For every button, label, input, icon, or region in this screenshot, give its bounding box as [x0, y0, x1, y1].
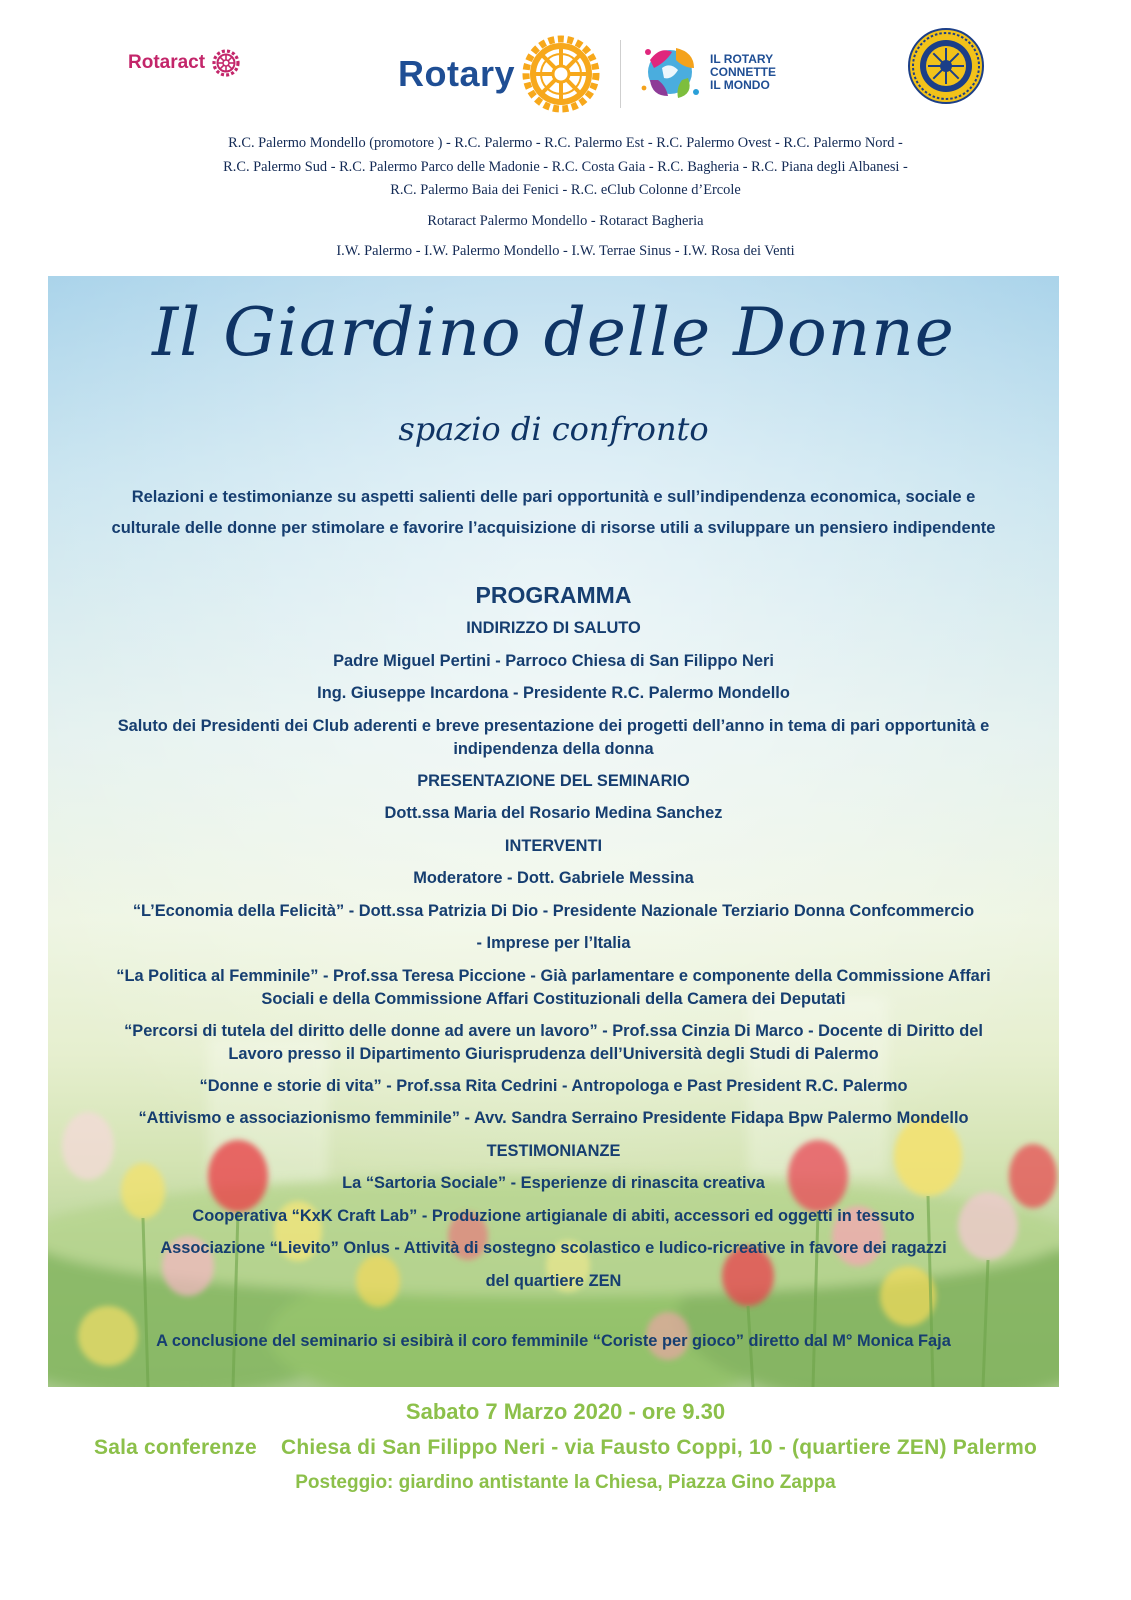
intervento-line: “Percorsi di tutela del diritto delle donne ad avere un lavoro” - Prof.ssa Cinzia Di Marco - Docente di Diritto del — [124, 1021, 983, 1040]
connette-line-3: IL MONDO — [710, 77, 770, 92]
event-date: Sabato 7 Marzo 2020 - ore 9.30 — [405, 1399, 726, 1424]
saluto-item-line: Saluto dei Presidenti dei Club aderenti e breve presentazione dei progetti dell’anno in tema di pari opportunità e — [117, 716, 990, 735]
testimonianza-item: Associazione “Lievito” Onlus - Attività di sostegno scolastico e ludico-ricreative in favore dei ragazzi — [160, 1239, 947, 1257]
poster-intro — [68, 482, 1039, 544]
program-section — [48, 578, 1059, 1358]
rotary-wheel-icon — [521, 34, 601, 114]
logo-divider — [620, 40, 621, 108]
poster-subtitle: spazio di confronto — [398, 410, 709, 448]
connette-slogan — [710, 53, 776, 92]
testimonianze-heading: TESTIMONIANZE — [486, 1141, 621, 1160]
poster-panel — [48, 276, 1059, 1387]
club-line-1: R.C. Palermo Mondello (promotore ) - R.C. Palermo - R.C. Palermo Est - R.C. Palermo Ovest - R.C. Palermo Nord - — [228, 135, 903, 151]
club-list — [0, 132, 1131, 264]
poster-title: Il Giardino delle Donne — [152, 294, 955, 371]
saluto-item: Ing. Giuseppe Incardona - Presidente R.C. Palermo Mondello — [317, 684, 790, 702]
rotaract-logo — [128, 48, 241, 78]
moderatore-item: Moderatore - Dott. Gabriele Messina — [413, 869, 694, 887]
intervento-item — [48, 1015, 1059, 1070]
connette-logo — [636, 38, 776, 106]
conclusione-note: A conclusione del seminario si esibirà il coro femminile “Coriste per gioco” diretto dal M° Monica Faja — [156, 1332, 951, 1350]
connette-line-1: IL ROTARY — [710, 51, 774, 66]
saluto-item-line: indipendenza della donna — [453, 739, 654, 758]
testimonianza-item: Cooperativa “KxK Craft Lab” - Produzione artigianale di abiti, accessori ed oggetti in tessuto — [192, 1206, 915, 1225]
interventi-heading: INTERVENTI — [504, 836, 603, 855]
presentazione-item: Dott.ssa Maria del Rosario Medina Sanchez — [384, 804, 723, 822]
intro-line-2: culturale delle donne per stimolare e favorire l’acquisizione di risorse utili a sviluppare un pensiero indipendente — [111, 519, 996, 537]
logo-bar — [0, 0, 1131, 130]
intervento-item: “Donne e storie di vita” - Prof.ssa Rita Cedrini - Antropologa e Past President R.C. Palermo — [199, 1076, 908, 1095]
rotary-logo — [398, 34, 601, 114]
event-details — [0, 1396, 1131, 1498]
intro-line-1: Relazioni e testimonianze su aspetti salienti delle pari opportunità e sull’indipendenza economica, sociale e — [131, 488, 976, 506]
intervento-line: Sociali e della Commissione Affari Costituzionali della Camera dei Deputati — [261, 989, 846, 1008]
saluto-item: Padre Miguel Pertini - Parroco Chiesa di San Filippo Neri — [333, 651, 774, 670]
program-heading: PROGRAMMA — [475, 582, 632, 608]
testimonianza-item: La “Sartoria Sociale” - Esperienze di rinascita creativa — [342, 1174, 765, 1192]
rotaract-wordmark: Rotaract — [128, 52, 206, 73]
connette-mondo-icon — [636, 38, 704, 106]
saluto-heading: INDIRIZZO DI SALUTO — [466, 619, 641, 637]
intervento-item: “L’Economia della Felicità” - Dott.ssa Patrizia Di Dio - Presidente Nazionale Terziario Donna Confcommercio — [132, 901, 975, 920]
inner-wheel-seal-icon — [906, 26, 986, 106]
saluto-item — [48, 710, 1059, 765]
intervento-item-cont: - Imprese per l’Italia — [476, 934, 631, 952]
connette-line-2: CONNETTE — [710, 64, 776, 79]
testimonianza-item-cont: del quartiere ZEN — [485, 1271, 622, 1290]
inner-wheel-club-line: I.W. Palermo - I.W. Palermo Mondello - I.W. Terrae Sinus - I.W. Rosa dei Venti — [336, 243, 795, 259]
event-parking: Posteggio: giardino antistante la Chiesa, Piazza Gino Zappa — [295, 1472, 836, 1493]
club-line-2: R.C. Palermo Sud - R.C. Palermo Parco delle Madonie - R.C. Costa Gaia - R.C. Bagheria - R.C. Piana degli Albanesi - — [223, 158, 908, 175]
intervento-item: “Attivismo e associazionismo femminile” - Avv. Sandra Serraino Presidente Fidapa Bpw Palermo Mondello — [138, 1109, 969, 1127]
rotary-wordmark: Rotary — [398, 53, 516, 94]
rotaract-wheel-icon — [211, 48, 241, 78]
intervento-line: “La Politica al Femminile” - Prof.ssa Teresa Piccione - Già parlamentare e componente della Commissione Affari — [116, 966, 991, 985]
intervento-item — [48, 960, 1059, 1015]
club-line-3: R.C. Palermo Baia dei Fenici - R.C. eClub Colonne d’Ercole — [390, 182, 741, 198]
intervento-line: Lavoro presso il Dipartimento Giurisprudenza dell’Università degli Studi di Palermo — [228, 1044, 879, 1063]
presentazione-heading: PRESENTAZIONE DEL SEMINARIO — [417, 771, 690, 790]
event-venue: Sala conferenze Chiesa di San Filippo Neri - via Fausto Coppi, 10 - (quartiere ZEN) Palermo — [93, 1436, 1037, 1459]
rotaract-club-line: Rotaract Palermo Mondello - Rotaract Bagheria — [427, 212, 704, 229]
